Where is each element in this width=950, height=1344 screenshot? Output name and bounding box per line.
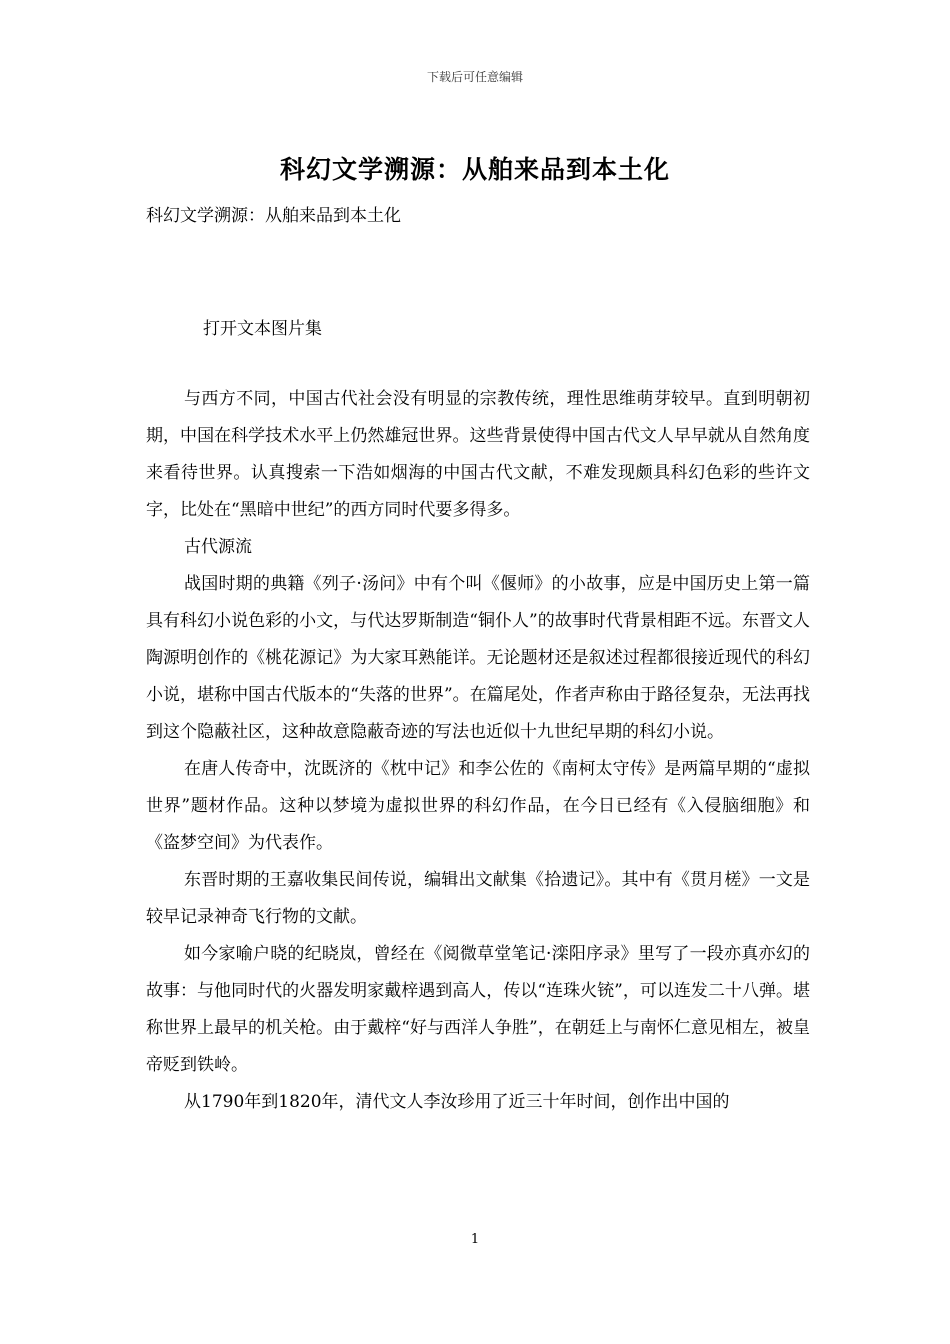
paragraph-li-ruzhen: 从1790年到1820年，清代文人李汝珍用了近三十年时间，创作出中国的 (184, 1092, 730, 1112)
document-subtitle: 科幻文学溯源：从舶来品到本土化 (146, 206, 401, 226)
open-image-gallery-link[interactable]: 打开文本图片集 (203, 319, 322, 339)
article-body (146, 381, 810, 1121)
paragraph-intro: 与西方不同，中国古代社会没有明显的宗教传统，理性思维萌芽较早。直到明朝初期，中国在科学技术水平上仍然雄冠世界。这些背景使得中国古代文人早早就从自然角度来看待世界。认真搜索一下浩如烟海的中国古代文献，不难发现颇具科幻色彩的些许文字，比处在“黑暗中世纪”的西方同时代要多得多。 (146, 389, 810, 520)
document-title: 科幻文学溯源：从舶来品到本土化 (279, 155, 670, 184)
page-number: 1 (470, 1232, 480, 1247)
paragraph-tang-tales: 在唐人传奇中，沈既济的《枕中记》和李公佐的《南柯太守传》是两篇早期的“虚拟世界”题材作品。这种以梦境为虚拟世界的科幻作品，在今日已经有《入侵脑细胞》和《盗梦空间》为代表作。 (146, 759, 810, 853)
paragraph-warring-states: 战国时期的典籍《列子·汤问》中有个叫《偃师》的小故事，应是中国历史上第一篇具有科幻小说色彩的小文，与代达罗斯制造“铜仆人”的故事时代背景相距不远。东晋文人陶源明创作的《桃花源记》为大家耳熟能详。无论题材还是叙述过程都很接近现代的科幻小说，堪称中国古代版本的“失落的世界”。在篇尾处，作者声称由于路径复杂，无法再找到这个隐蔽社区，这种故意隐蔽奇迹的写法也近似十九世纪早期的科幻小说。 (146, 574, 810, 742)
paragraph-wang-jia: 东晋时期的王嘉收集民间传说，编辑出文献集《拾遗记》。其中有《贯月槎》一文是较早记录神奇飞行物的文献。 (146, 870, 810, 927)
paragraph-ji-xiaolan: 如今家喻户晓的纪晓岚，曾经在《阅微草堂笔记·滦阳序录》里写了一段亦真亦幻的故事：与他同时代的火器发明家戴梓遇到高人，传以“连珠火铳”，可以连发二十八弹。堪称世界上最早的机关枪。由于戴梓“好与西洋人争胜”，在朝廷上与南怀仁意见相左，被皇帝贬到铁岭。 (146, 944, 810, 1075)
header-note: 下载后可任意编辑 (426, 70, 523, 84)
section-heading-ancient-origins: 古代源流 (184, 537, 252, 557)
